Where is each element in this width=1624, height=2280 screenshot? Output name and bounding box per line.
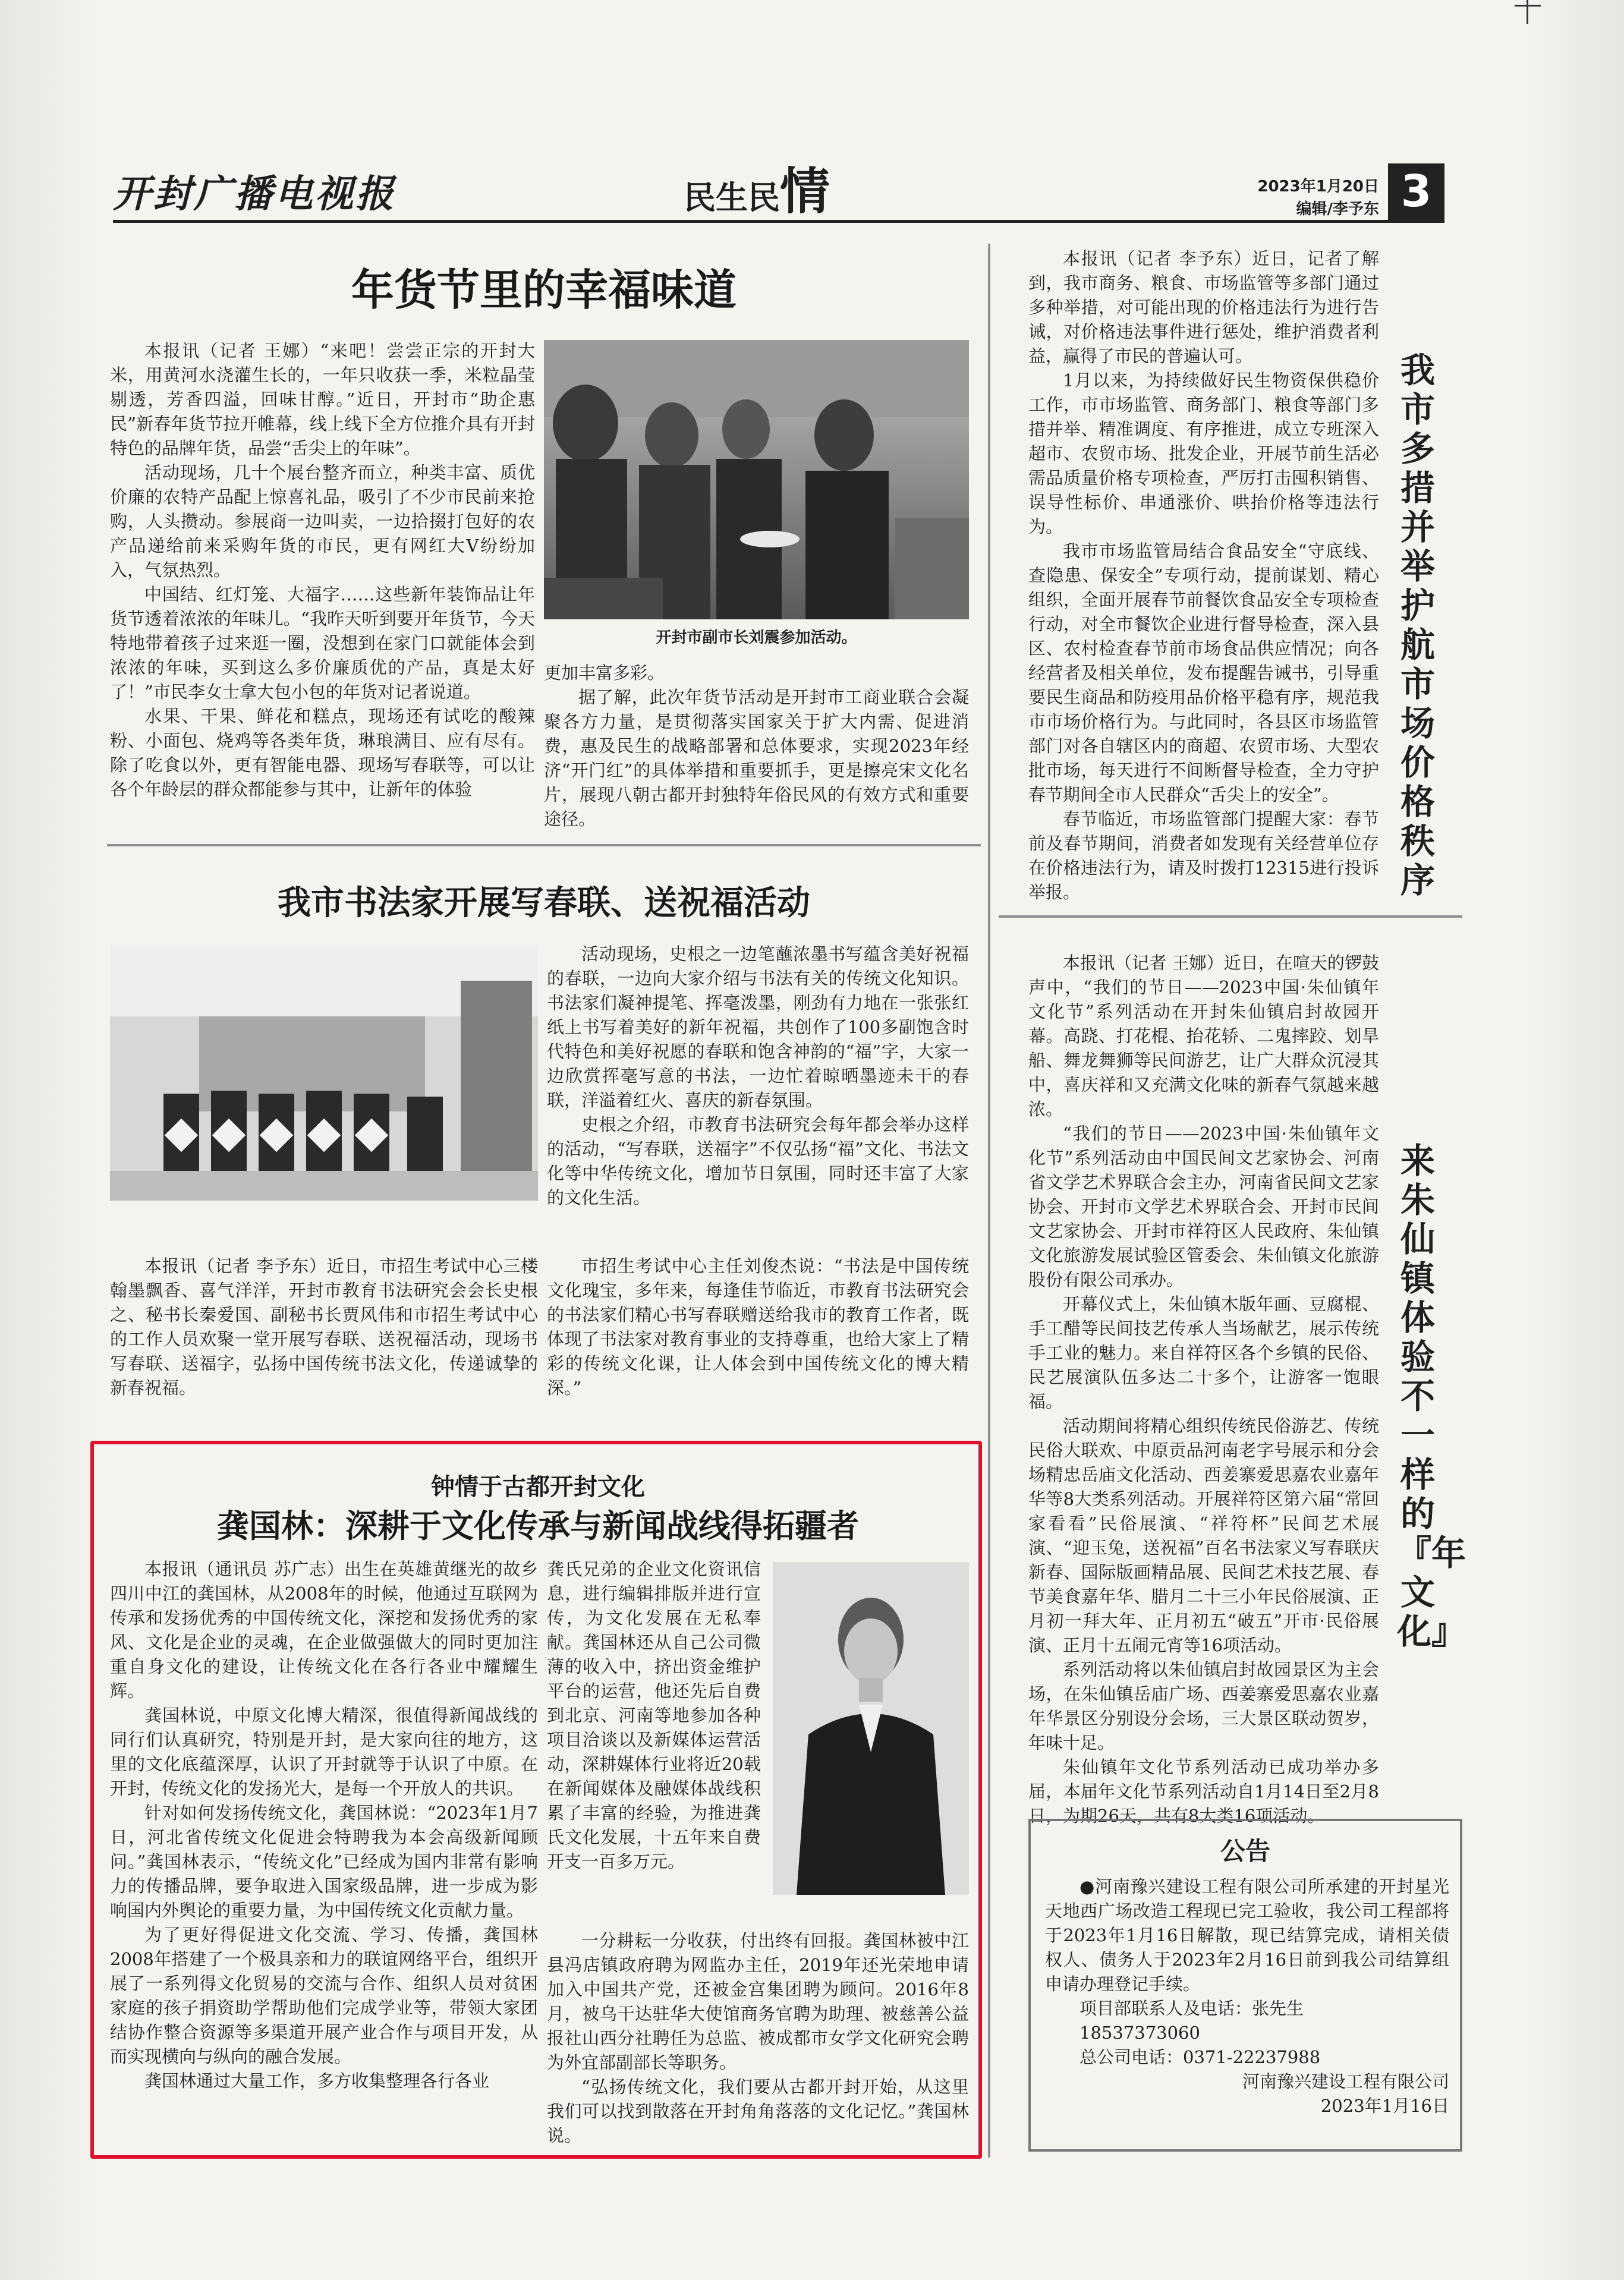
portrait-illustration xyxy=(773,1562,969,1895)
paragraph: 1月以来，为持续做好民生物资保供稳价工作，市市场监管、商务部门、粮食等部门多措并举、精准调度、有序推进，成立专班深入超市、农贸市场、批发企业，开展节前生活必需品质量价格专项检查，严厉打击囤积销售、误导性标价、串通涨价、哄抬价格等违法行为。 xyxy=(1028,370,1379,537)
article-body-continued xyxy=(544,661,969,833)
paragraph: 史根之介绍，市教育书法研究会每年都会举办这样的活动，“写春联，送福字”不仅弘扬“福”文化、书法文化等中华传统文化，增加节日氛围，同时还丰富了大家的文化生活。 xyxy=(547,1114,969,1208)
paragraph: 系列活动将以朱仙镇启封故园景区为主会场，在朱仙镇岳庙广场、西姜寨爱思嘉农业嘉年华景区分别设分会场，三大景区联动贺岁，年味十足。 xyxy=(1028,1659,1379,1753)
article-body xyxy=(1028,247,1379,906)
paragraph: 开幕仪式上，朱仙镇木版年画、豆腐棍、手工醋等民间技艺传承人当场献艺，展示传统手工业的魅力。来自祥符区各个乡镇的民俗、民艺展演队伍多达二十多个，让游客一饱眼福。 xyxy=(1028,1294,1379,1412)
notice-body xyxy=(1045,1875,1449,2118)
paragraph: 本报讯（记者 李予东）近日，市招生考试中心三楼翰墨飘香、喜气洋洋，开封市教育书法研究会会长史根之、秘书长秦爱国、副秘书长贾风伟和市招生考试中心的工作人员欢聚一堂开展写春联、送祝福活动，现场书写春联、送福字，弘扬中国传统书法文化，传递诚挚的新春祝福。 xyxy=(110,1256,538,1398)
news-photo xyxy=(544,340,969,619)
paragraph: 据了解，此次年货节活动是开封市工商业联合会凝聚各方力量，是贯彻落实国家关于扩大内需、促进消费，惠及民生的战略部署和总体要求，实现2023年经济“开门红”的具体举措和重要抓手，更是擦亮宋文化名片，展现八朝古都开封独特年俗民风的有效方式和重要途径。 xyxy=(544,687,969,829)
notice-hq-phone: 总公司电话：0371-22237988 xyxy=(1079,2047,1321,2067)
article-body xyxy=(547,942,969,1251)
section-name xyxy=(684,152,830,223)
article-body xyxy=(110,1557,538,2146)
notice-text: ●河南豫兴建设工程有限公司所承建的开封星光天地西广场改造工程现已完工验收，我公司工程部将于2023年1月16日解散，现已结算完成，请相关债权人、债务人于2023年2月16日前到我公司结算组申请办理登记手续。 xyxy=(1045,1876,1449,1994)
article-headline: 龚国林：深耕于文化传承与新闻战线得拓疆者 xyxy=(217,1507,859,1545)
paragraph: 我市市场监管局结合食品安全“守底线、查隐患、保安全”专项行动，提前谋划、精心组织，全面开展春节前餐饮食品安全专项检查行动，对全市餐饮企业进行督导检查，深入县区、农村检查春节前市场食品供应情况；向各经营者及相关单位，发布提醒告诫书，引导重要民生商品和防疫用品价格平稳有序，规范我市市场价格行为。与此同时，各县区市场监管部门对各自辖区内的商超、农贸市场、大型农批市场，每天进行不间断督导检查，全力守护春节期间全市人民群众“舌尖上的安全”。 xyxy=(1028,541,1379,805)
paragraph: 朱仙镇年文化节系列活动已成功举办多届，本届年文化节系列活动自1月14日至2月8日，为期26天，共有8大类16项活动。 xyxy=(1028,1757,1379,1826)
column-divider xyxy=(988,244,990,2158)
paragraph: 本报讯（通讯员 苏广志）出生在英雄黄继光的故乡四川中江的龚国林，从2008年的时候，他通过互联网为传承和发扬优秀的中国传统文化，深挖和发扬优秀的家风、文化是企业的灵魂，在企业做强做大的同时更加注重自身文化的建设，让传统文化在各行各业中耀耀生辉。 xyxy=(110,1559,538,1701)
section-char: 情 xyxy=(780,162,830,221)
paragraph: 中国结、红灯笼、大福字……这些新年装饰品让年货节透着浓浓的年味儿。“我昨天听到要开年货节，今天特地带着孩子过来逛一圈，没想到在家门口就能体会到浓浓的年味，买到这么多价廉质优的产品，真是太好了！”市民李女士拿大包小包的年货对记者说道。 xyxy=(110,584,535,702)
article-body-narrow xyxy=(547,1557,761,1926)
paragraph: 更加丰富多彩。 xyxy=(544,663,665,683)
paragraph: 一分耕耘一分收获，付出终有回报。龚国林被中江县冯店镇政府聘为网监办主任，2019年还光荣地申请加入中国共产党，还被金宫集团聘为顾问。2016年8月，被乌干达驻华大使馆商务官聘为助理、被慈善公益报社山西分社聘任为总监、被成都市女学文化研究会聘为外宜部副部长等职务。 xyxy=(547,1931,969,2073)
paragraph: 本报讯（记者 王娜）近日，在喧天的锣鼓声中，“我们的节日——2023中国·朱仙镇年文化节”系列活动在开封朱仙镇启封故园开幕。高跷、打花棍、抬花轿、二鬼摔跤、划旱船、舞龙舞狮等民间游艺，让广大群众沉浸其中，喜庆祥和又充满文化味的新春气氛越来越浓。 xyxy=(1028,953,1379,1119)
article-body-continued xyxy=(547,1254,969,1409)
notice-company: 河南豫兴建设工程有限公司 xyxy=(1242,2071,1449,2092)
section-divider xyxy=(999,915,1462,918)
paragraph: 为了更好得促进文化交流、学习、传播，龚国林2008年搭建了一个极具亲和力的联谊网络平台，组织开展了一系列得文化贸易的交流与合作、组织人员对贫困家庭的孩子捐资助学帮助他们完成学业等，带领大家团结协作整合资源等多渠道开展产业合作与项目开发，从而实现横向与纵向的融合发展。 xyxy=(110,1925,538,2067)
notice-date: 2023年1月16日 xyxy=(1320,2096,1449,2116)
calligraphy-photo-illustration xyxy=(110,945,538,1201)
section-divider xyxy=(107,844,981,846)
notice-title: 公告 xyxy=(1220,1837,1270,1866)
paragraph: 本报讯（记者 王娜）“来吧！尝尝正宗的开封大米，用黄河水浇灌生长的，一年只收获一季，米粒晶莹剔透，芳香四溢，回味甘醇。”近日，开封市“助企惠民”新春年货节拉开帷幕，线上线下全方位推介具有开封特色的品牌年货，品尝“舌尖上的年味”。 xyxy=(110,341,535,458)
crop-mark xyxy=(1515,5,1541,7)
paragraph: 水果、干果、鲜花和糕点，现场还有试吃的酸辣粉、小面包、烧鸡等各类年货，琳琅满目、应有尽有。除了吃食以外，更有智能电器、现场写春联等，可以让各个年龄层的群众都能参与其中，让新年的体验 xyxy=(110,706,535,799)
issue-info xyxy=(1257,175,1379,221)
masthead xyxy=(113,152,1444,223)
article-lead xyxy=(110,1254,538,1403)
article-headline: 年货节里的幸福味道 xyxy=(351,265,737,315)
article-body xyxy=(110,339,535,826)
notice-contact: 项目部联系人及电话：张先生 xyxy=(1079,1998,1304,2018)
paragraph: 市招生考试中心主任刘俊杰说：“书法是中国传统文化瑰宝，多年来，每逢佳节临近，市教育书法研究会的书法家们精心书写春联赠送给我市的教育工作者，既体现了书法家对教育事业的支持尊重，也给大家上了精彩的传统文化课，让人体会到中国传统文化的博大精深。” xyxy=(547,1256,969,1398)
paragraph: 龚国林说，中原文化博大精深，很值得新闻战线的同行们认真研究，特别是开封，是大家向往的地方，这里的文化底蕴深厚，认识了开封就等于认识了中原。在开封，传统文化的发扬光大，是每一个开放人的共识。 xyxy=(110,1705,538,1799)
section-prefix: 民生民 xyxy=(684,179,780,216)
portrait-photo xyxy=(773,1562,969,1895)
paragraph: “我们的节日——2023中国·朱仙镇年文化节”系列活动由中国民间文艺家协会、河南省文学艺术界联合会主办，河南省民间文艺家协会、开封市文学艺术界联合会、开封市民间文艺家协会、开封市祥符区人民政府、朱仙镇文化旅游发展试验区管委会、朱仙镇文化旅游股份有限公司承办。 xyxy=(1028,1123,1379,1290)
page-number: 3 xyxy=(1388,163,1444,220)
paragraph: “弘扬传统文化，我们要从古都开封开始，从这里我们可以找到散落在开封角角落落的文化记忆。”龚国林说。 xyxy=(547,2077,969,2146)
news-photo xyxy=(110,945,538,1201)
vertical-headline: 我市多措并举护航市场价格秩序 xyxy=(1400,350,1435,900)
crop-mark xyxy=(1527,0,1528,24)
paragraph: 活动现场，几十个展台整齐而立，种类丰富、质优价廉的农特产品配上惊喜礼品，吸引了不少市民前来抢购，人头攒动。参展商一边叫卖，一边拾掇打包好的农产品递给前来采购年货的市民，更有网红大V纷纷加入，气氛热烈。 xyxy=(110,462,535,580)
paragraph: 龚国林通过大量工作，多方收集整理各行各业 xyxy=(144,2071,490,2091)
notice-box xyxy=(1028,1819,1462,2152)
article-body-continued xyxy=(547,1929,969,2146)
article-headline: 我市书法家开展写春联、送祝福活动 xyxy=(278,884,810,922)
photo-caption: 开封市副市长刘震参加活动。 xyxy=(656,629,857,647)
article-kicker: 钟情于古都开封文化 xyxy=(431,1473,645,1501)
paragraph: 龚氏兄弟的企业文化资讯信息，进行编辑排版并进行宣传，为文化发展在无私奉献。龚国林还从自己公司微薄的收入中，挤出资金维护平台的运营，他还先后自费到北京、河南等地参加各种项目洽谈以及新媒体运营活动，深耕媒体行业将近20载在新闻媒体及融媒体战线积累了丰富的经验，为推进龚氏文化发展，十五年来自费开支一百多万元。 xyxy=(547,1559,761,1872)
paragraph: 春节临近，市场监管部门提醒大家：春节前及春节期间，消费者如发现有关经营单位存在价格违法行为，请及时拨打12315进行投诉举报。 xyxy=(1028,809,1379,902)
paragraph: 活动期间将精心组织传统民俗游艺、传统民俗大联欢、中原贡品河南老字号展示和分会场精忠岳庙文化活动、西姜寨爱思嘉农业嘉年华等8大类系列活动。开展祥符区第六届“常回家看看”民俗展演、“祥符杯”民间艺术展演、“迎玉兔，送祝福”百名书法家义写春联庆新春、国际版画精品展、民间艺术技艺展、春节美食嘉年华、腊月二十三小年民俗展演、正月初一拜大年、正月初五“破五”开市·民俗展演、正月十五闹元宵等16项活动。 xyxy=(1028,1416,1379,1655)
paragraph: 本报讯（记者 李予东）近日，记者了解到，我市商务、粮食、市场监管等多部门通过多种举措，对可能出现的价格违法行为进行告诫，对价格违法事件进行惩处，维护消费者利益，赢得了市民的普遍认可。 xyxy=(1028,248,1379,366)
issue-date: 2023年1月20日 xyxy=(1257,178,1379,196)
vertical-headline: 来朱仙镇体验不一样的『年文化』 xyxy=(1397,1141,1466,1652)
page-editor: 编辑/李予东 xyxy=(1296,200,1379,218)
paragraph: 针对如何发扬传统文化，龚国林说：“2023年1月7日，河北省传统文化促进会特聘我为本会高级新闻顾问。”龚国林表示，“传统文化”已经成为国内非常有影响力的传播品牌，要争取进入国家级品牌，进一步成为影响国内外舆论的重要力量，为中国传统文化贡献力量。 xyxy=(110,1803,538,1920)
paragraph: 活动现场，史根之一边笔蘸浓墨书写蕴含美好祝福的春联，一边向大家介绍与书法有关的传统文化知识。书法家们凝神提笔、挥毫泼墨，刚劲有力地在一张张红纸上书写着美好的新年祝福，共创作了100多副饱含时代特色和美好祝愿的春联和饱含神韵的“福”字，大家一边欣赏挥毫写意的书法，一边忙着晾晒墨迹未干的春联，洋溢着红火、喜庆的新春氛围。 xyxy=(547,944,969,1110)
paper-name: 开封广播电视报 xyxy=(113,172,396,216)
notice-contact-phone: 18537373060 xyxy=(1079,2023,1200,2043)
article-body xyxy=(1028,951,1379,1826)
market-photo-illustration xyxy=(544,340,969,619)
